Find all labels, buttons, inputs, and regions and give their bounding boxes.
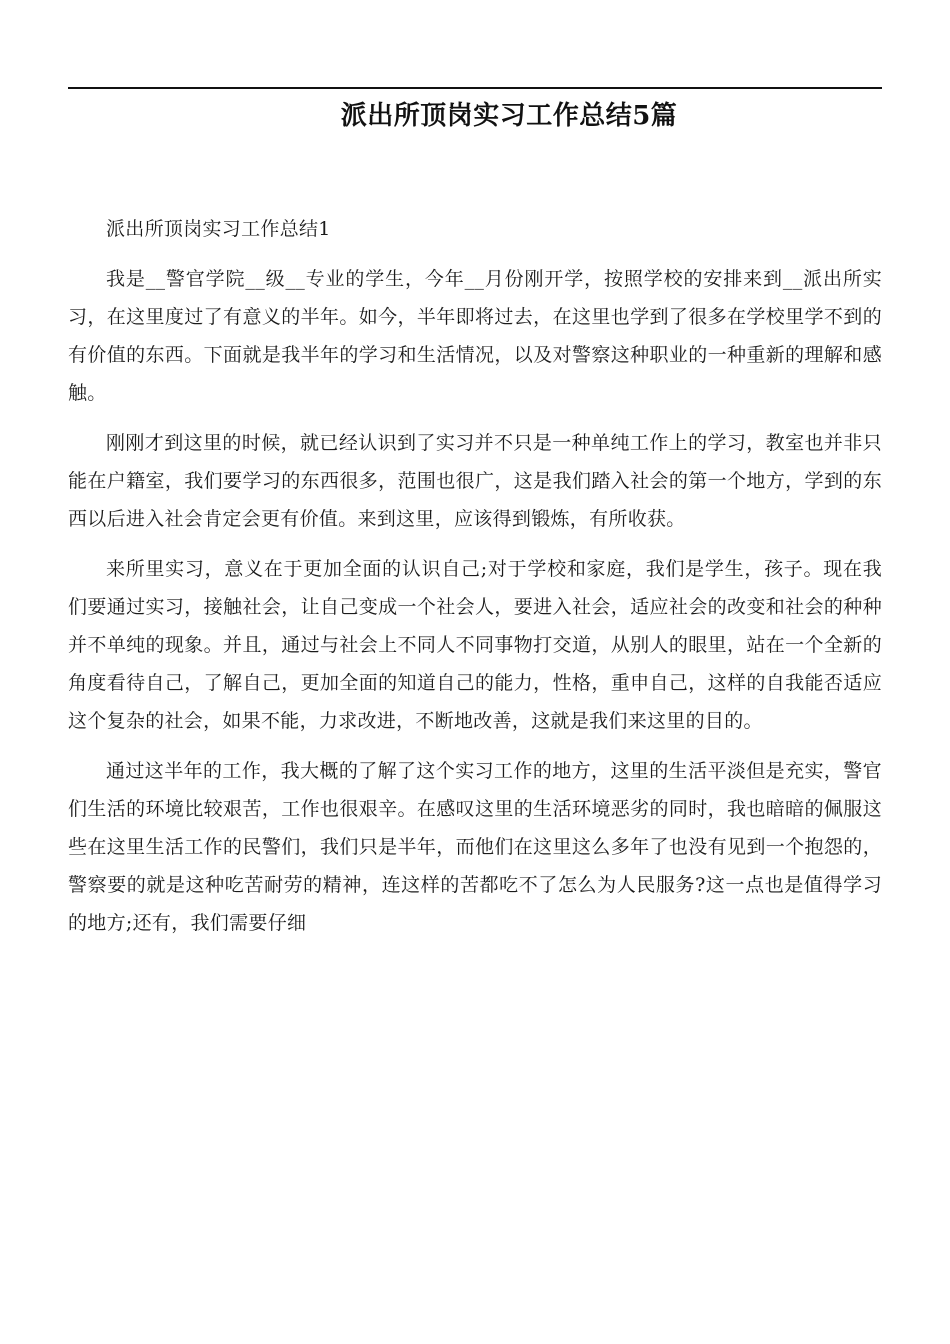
document-body [68, 210, 882, 954]
header-rule [68, 87, 882, 89]
paragraph-1: 我是__警官学院__级__专业的学生，今年__月份刚开学，按照学校的安排来到__派出所实习，在这里度过了有意义的半年。如今，半年即将过去，在这里也学到了很多在学校里学不到的有价值的东西。下面就是我半年的学习和生活情况，以及对警察这种职业的一种重新的理解和感触。 [68, 268, 882, 404]
paragraph-4: 通过这半年的工作，我大概的了解了这个实习工作的地方，这里的生活平淡但是充实，警官们生活的环境比较艰苦，工作也很艰辛。在感叹这里的生活环境恶劣的同时，我也暗暗的佩服这些在这里生活工作的民警们，我们只是半年，而他们在这里这么多年了也没有见到一个抱怨的，警察要的就是这种吃苦耐劳的精神，连这样的苦都吃不了怎么为人民服务?这一点也是值得学习的地方;还有，我们需要仔细 [68, 760, 882, 934]
document-title: 派出所顶岗实习工作总结5篇 [340, 101, 678, 131]
paragraph-3: 来所里实习，意义在于更加全面的认识自己;对于学校和家庭，我们是学生，孩子。现在我们要通过实习，接触社会，让自己变成一个社会人，要进入社会，适应社会的改变和社会的种种并不单纯的现象。并且，通过与社会上不同人不同事物打交道，从别人的眼里，站在一个全新的角度看待自己，了解自己，更加全面的知道自己的能力，性格，重申自己，这样的自我能否适应这个复杂的社会，如果不能，力求改进，不断地改善，这就是我们来这里的目的。 [68, 558, 882, 732]
section-heading: 派出所顶岗实习工作总结1 [106, 218, 331, 240]
paragraph-2: 刚刚才到这里的时候，就已经认识到了实习并不只是一种单纯工作上的学习，教室也并非只能在户籍室，我们要学习的东西很多，范围也很广，这是我们踏入社会的第一个地方，学到的东西以后进入社会肯定会更有价值。来到这里，应该得到锻炼，有所收获。 [68, 432, 882, 530]
